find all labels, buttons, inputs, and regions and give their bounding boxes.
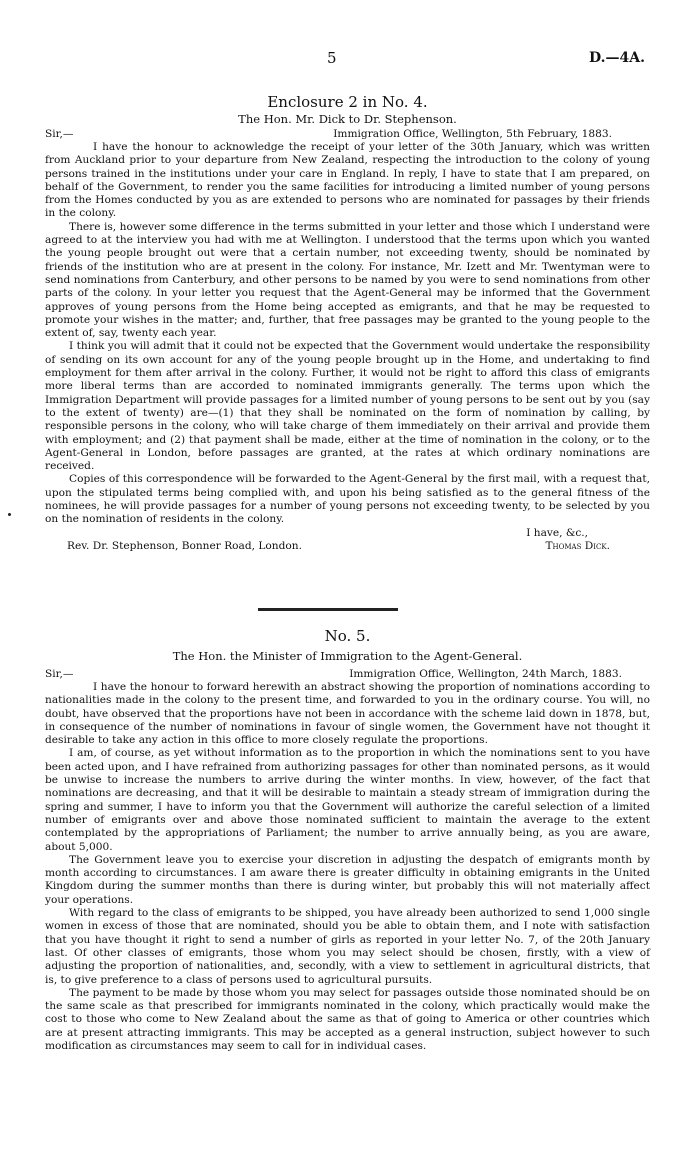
- enclosure-paragraph: I have the honour to acknowledge the receipt of your letter of the 30th January, which was written from Auckland prior to your departure from New Zealand, respecting the introduction to the colony of young persons trained in the institutions under your care in England. In reply, I have to state that I am prepared, on behalf of the Government, to render you the same facilities for introducing a limited number of young persons from the Homes conducted by you as are extended to persons who are nominated for passages by their friends in the colony.: [45, 141, 650, 220]
- no5-paragraph: I have the honour to forward herewith an abstract showing the proportion of nominations according to nationalities made in the colony to the present time, and forwarded to you in the ordinary course. You will, no doubt, have observed that the proportions have not been in accordance with the scheme laid down in 1878, but, in consequence of the number of nominations in favour of single women, the Government have not thought it desirable to take any action in this office to more closely regulate the proportions.: [45, 681, 650, 747]
- no5-salutation: Sir,—: [45, 668, 74, 680]
- no5-letter: [45, 668, 650, 1053]
- no5-dateline: Immigration Office, Wellington, 24th March, 1883.: [349, 668, 622, 680]
- no5-from-to: The Hon. the Minister of Immigration to the Agent-General.: [172, 649, 523, 663]
- enclosure-from-to: The Hon. Mr. Dick to Dr. Stephenson.: [238, 112, 457, 126]
- enclosure-dateline-row: [45, 128, 650, 141]
- enclosure-closing: I have, &c.,: [526, 526, 588, 539]
- page-number: 5: [327, 49, 337, 67]
- no5-heading: No. 5.: [324, 627, 371, 645]
- enclosure-sign-row: [45, 540, 650, 553]
- enclosure-salutation: Sir,—: [45, 128, 74, 140]
- section-divider: [258, 608, 398, 611]
- document-reference: D.—4A.: [589, 50, 645, 66]
- enclosure-addressee: Rev. Dr. Stephenson, Bonner Road, London.: [67, 539, 302, 552]
- enclosure-heading: Enclosure 2 in No. 4.: [267, 93, 428, 111]
- no5-paragraph: With regard to the class of emigrants to be shipped, you have already been authorized to send 1,000 single women in excess of those that are nominated, should you be able to obtain them, and I note with satisfaction that you have thought it right to send a number of girls as reported in your letter No. 7, of the 20th January last. Of other classes of emigrants, those whom you may select should be chosen, firstly, with a view of adjusting the proportion of nationalities, and, secondly, with a view to settlement in agricultural districts, that is, to give preference to a class of persons used to agricultural pursuits.: [45, 907, 650, 986]
- enclosure-dateline: Immigration Office, Wellington, 5th February, 1883.: [333, 128, 612, 140]
- no5-paragraph: I am, of course, as yet without information as to the proportion in which the nominations sent to you have been acted upon, and I have refrained from authorizing passages for other than nominated persons, as it would be unwise to increase the numbers to arrive during the winter months. In view, however, of the fact that nominations are decreasing, and that it will be desirable to maintain a steady stream of immigration during the spring and summer, I have to inform you that the Government will authorize the careful selection of a limited number of emigrants over and above those nominated sufficient to maintain the average to the extent contemplated by the appropriations of Parliament; the number to arrive annually being, as you are aware, about 5,000.: [45, 747, 650, 853]
- margin-mark: [8, 513, 11, 516]
- enclosure-signature: Thomas Dick.: [545, 539, 610, 552]
- no5-dateline-row: [45, 668, 650, 681]
- no5-paragraph: The payment to be made by those whom you may select for passages outside those nominated should be on the same scale as that prescribed for immigrants nominated in the colony, which practically would make the cost to those who come to New Zealand about the same as that of going to America or other countries which are at present attracting immigrants. This may be accepted as a general instruction, subject however to such modification as circumstances may seem to call for in individual cases.: [45, 986, 650, 1053]
- page-header: [0, 49, 700, 74]
- enclosure-paragraph: Copies of this correspondence will be forwarded to the Agent-General by the first mail, with a request that, upon the stipulated terms being complied with, and upon his being satisfied as to the general fitness of the nominees, he will provide passages for a number of young persons not exceeding twenty, to be selected by you on the nomination of residents in the colony.: [45, 473, 650, 526]
- enclosure-paragraph: There is, however some difference in the terms submitted in your letter and those which I understand were agreed to at the interview you had with me at Wellington. I understood that the terms upon which you wanted the young people brought out were that a certain number, not exceeding twenty, should be nominated by friends of the institution who are at present in the colony. For instance, Mr. Izett and Mr. Twentyman were to send nominations from Canterbury, and other persons to be named by you were to send nominations from other parts of the colony. In your letter you request that the Agent-General may be informed that the Government approves of young persons from the Home being accepted as emigrants, and that he may be requested to promote your wishes in the matter; and, further, that free passages may be granted to the young people to the extent of, say, twenty each year.: [45, 220, 650, 340]
- enclosure-letter: [45, 128, 650, 553]
- no5-paragraph: The Government leave you to exercise your discretion in adjusting the despatch of emigrants month by month according to circumstances. I am aware there is greater difficulty in obtaining emigrants in the United Kingdom during the summer months than there is during winter, but probably this will not materially affect your operations.: [45, 853, 650, 906]
- enclosure-paragraph: I think you will admit that it could not be expected that the Government would undertake the responsibility of sending on its own account for any of the young people brought up in the Home, and undertaking to find employment for them after arrival in the colony. Further, it would not be right to afford this class of emigrants more liberal terms than are accorded to nominated immigrants generally. The terms upon which the Immigration Department will provide passages for a limited number of young persons to be sent out by you (say to the extent of twenty) are—(1) that they shall be nominated on the form of nomination by calling, by responsible persons in the colony, who will take charge of them immediately on their arrival and provide them with employment; and (2) that payment shall be made, either at the time of nomination in the colony, or to the Agent-General in London, before passages are granted, at the rates at which ordinary nominations are received.: [45, 340, 650, 473]
